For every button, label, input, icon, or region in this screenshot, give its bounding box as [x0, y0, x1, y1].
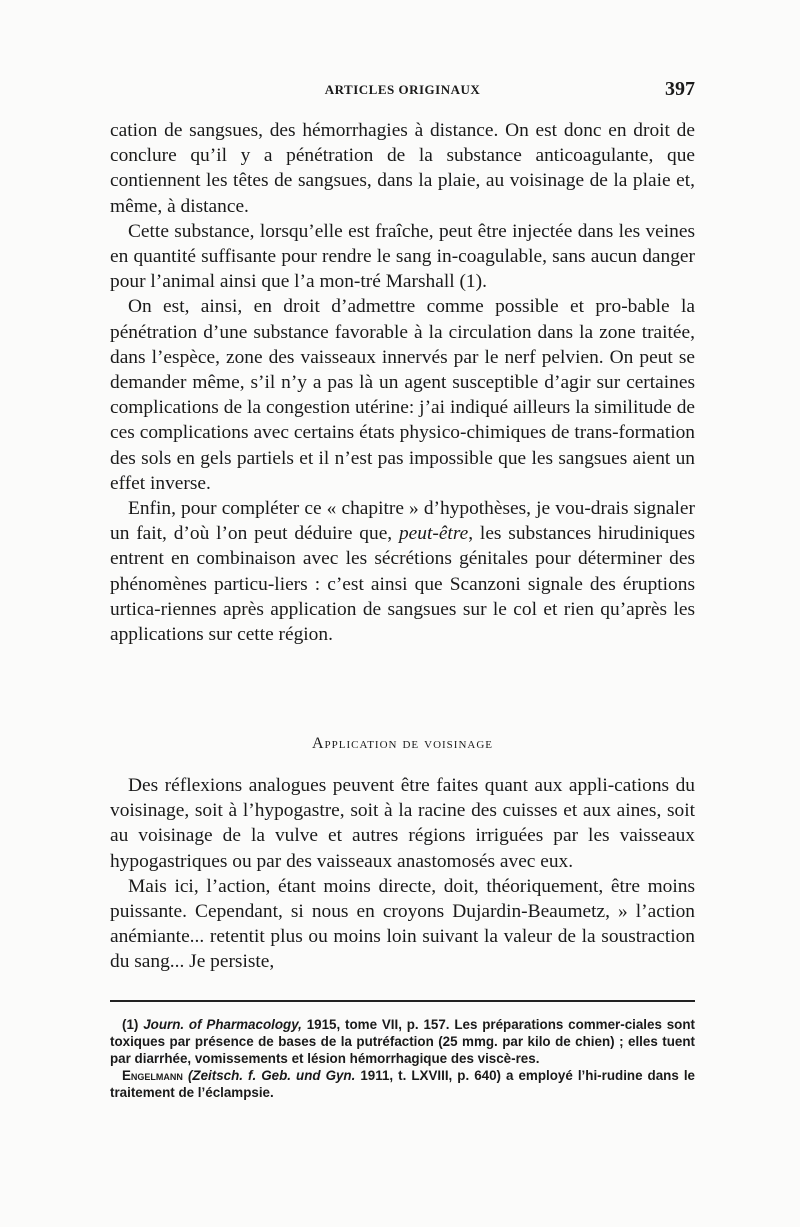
paragraph: cation de sangsues, des hémorrhagies à distance. On est donc en droit de conclure qu’il y a pénétration de la substance anticoagulante, que contiennent les têtes de sangsues, dans la plaie, au voisinage de la plaie et, même, à distance. — [110, 120, 695, 217]
running-header-title: ARTICLES ORIGINAUX — [324, 82, 481, 97]
body-text-top — [110, 118, 695, 647]
body-text-bottom — [110, 773, 695, 975]
paragraph: Mais ici, l’action, étant moins directe, doit, théoriquement, être moins puissante. Cependant, si nous en croyons Dujardin-Beaumetz, » l’action anémiante... retentit plus ou moins loin suivant la valeur de la soustraction du sang... Je persiste, — [110, 875, 695, 973]
paragraph: On est, ainsi, en droit d’admettre comme possible et pro-bable la pénétration d’une substance favorable à la circulation dans la zone traitée, dans l’espèce, zone des vaisseaux innervés par le nerf pelvien. On peut se demander même, s’il n’y a pas là un agent susceptible d’agir sur certaines complications de la congestion utérine: j’ai indiqué ailleurs la similitude de ces complications avec certains états physico-chimiques de trans-formation des sols en gels partiels et il n’est pas impossible que les sangsues aient un effet inverse. — [110, 296, 695, 494]
footnote-divider — [110, 1000, 695, 1002]
footnote-journal: (Zeitsch. f. Geb. und Gyn. — [187, 1068, 356, 1083]
footnote-marker: (1) — [122, 1017, 139, 1032]
paragraph: Cette substance, lorsqu’elle est fraîche, peut être injectée dans les veines en quantité suffisante pour rendre le sang in-coagulable, sans aucun danger pour l’animal ainsi que l’a mon-tré Marshall (1). — [110, 220, 695, 293]
page-number: 397 — [665, 78, 695, 100]
running-header — [110, 78, 695, 104]
footnotes — [110, 1016, 695, 1101]
section-heading: Application de voisinage — [311, 735, 494, 752]
footnote-author: Engelmann — [122, 1068, 183, 1083]
paragraph-enfin — [110, 496, 695, 647]
footnote — [110, 1067, 695, 1101]
footnote-text: 1915, tome VII, p. 157. Les préparations commer-ciales sont toxiques par présence de bases de la putréfaction (25 mmg. par kilo de chien) ; elles tuent par diarrhée, vomissements et lésion hémorrhagique des viscè-res. — [110, 1017, 695, 1066]
footnote — [110, 1016, 695, 1067]
emphasis-text: peut-être — [398, 523, 469, 545]
footnote-text: 1911, t. LXVIII, p. 640) a employé l’hi-rudine dans le traitement de l’éclampsie. — [110, 1068, 695, 1100]
paragraph-text: Enfin, pour compléter ce « chapitre » d’hypothèses, je vou-drais signaler un fait, d’où l’on peut déduire que, — [110, 498, 695, 545]
footnote-journal: Journ. of Pharmacology, — [143, 1017, 302, 1032]
paragraph: Des réflexions analogues peuvent être faites quant aux appli-cations du voisinage, soit à l’hypogastre, soit à la racine des cuisses et aux aines, soit au voisinage de la vulve et autres régions irriguées par les vaisseaux hypogastriques ou par des vaisseaux anastomosés avec eux. — [110, 775, 695, 872]
paragraph-text: , les substances hirudiniques entrent en combinaison avec les sécrétions génitales pour déterminer des phénomènes particu-liers : c’est ainsi que Scanzoni signale des éruptions urtica-riennes après application de sangsues sur le col et rien qu’après les applications sur cette région. — [110, 523, 695, 646]
